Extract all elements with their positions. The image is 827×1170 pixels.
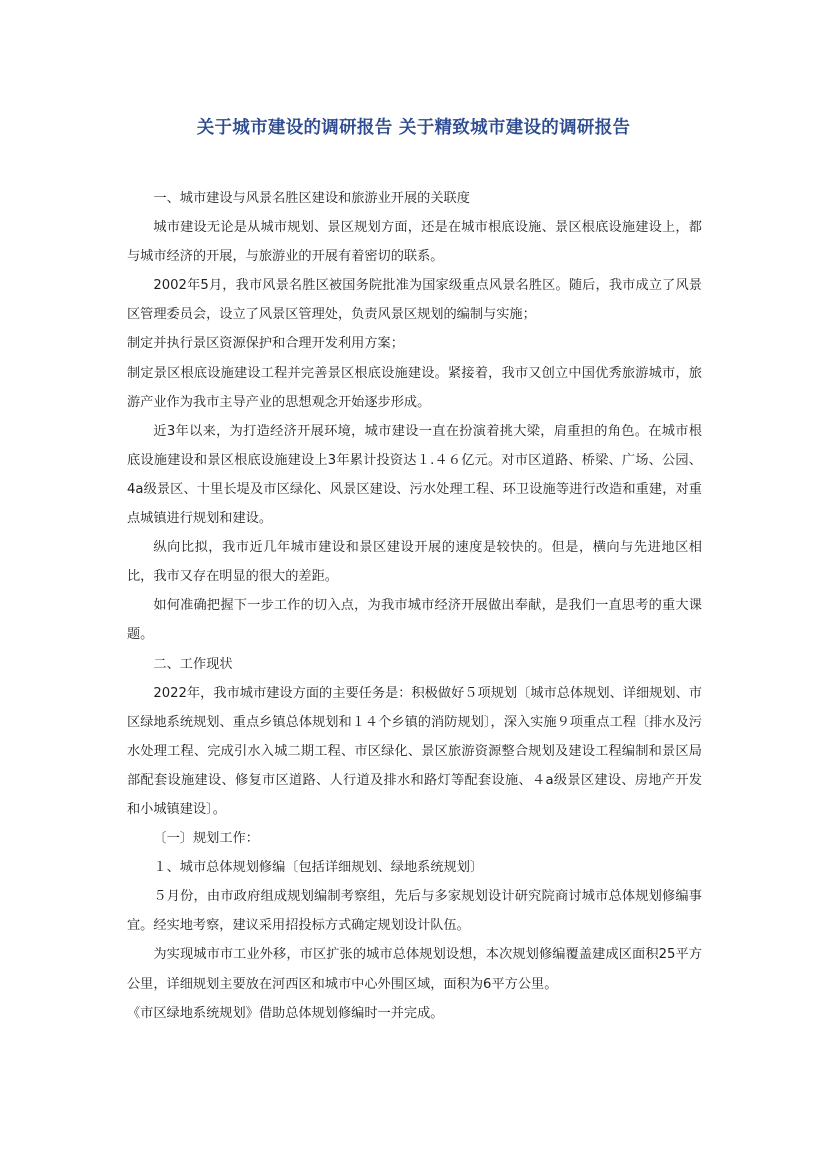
paragraph: 2022年，我市城市建设方面的主要任务是：积极做好５项规划〔城市总体规划、详细规划、市区绿地系统规划、重点乡镇总体规划和１４个乡镇的消防规划〕，深入实施９项重点工程〔排水及污水处理工程、完成引水入城二期工程、市区绿化、景区旅游资源整合规划及建设工程编制和景区局部配套设施建设、修复市区道路、人行道及排水和路灯等配套设施、４a级景区建设、房地产开发和小城镇建设〕。 (127, 685, 702, 817)
paragraph: 制定并执行景区资源保护和合理开发利用方案； (127, 336, 404, 352)
paragraph: 为实现城市市工业外移，市区扩张的城市总体规划设想，本次规划修编覆盖建成区面积25平方公里，详细规划主要放在河西区和城市中心外围区域，面积为6平方公里。 (127, 947, 702, 992)
paragraph: 《市区绿地系统规划》借助总体规划修编时一并完成。 (127, 1005, 444, 1021)
paragraph: 〔一〕规划工作： (153, 831, 259, 847)
paragraph: 2002年5月，我市风景名胜区被国务院批准为国家级重点风景名胜区。随后，我市成立了风景区管理委员会，设立了风景区管理处，负责风景区规划的编制与实施； (127, 278, 702, 323)
paragraph: 一、城市建设与风景名胜区建设和旅游业开展的关联度 (153, 191, 470, 206)
paragraph: 二、工作现状 (153, 656, 233, 672)
paragraph: 制定景区根底设施建设工程并完善景区根底设施建设。紧接着，我市又创立中国优秀旅游城市，旅游产业作为我市主导产业的思想观念开始逐步形成。 (127, 365, 702, 410)
paragraph: ５月份，由市政府组成规划编制考察组，先后与多家规划设计研究院商讨城市总体规划修编事宜。经实地考察，建议采用招投标方式确定规划设计队伍。 (127, 889, 702, 934)
paragraph: 近3年以来，为打造经济开展环境，城市建设一直在扮演着挑大梁，肩重担的角色。在城市根底设施建设和景区根底设施建设上3年累计投资达１.４６亿元。对市区道路、桥梁、广场、公园、4a级景区、十里长堤及市区绿化、风景区建设、污水处理工程、环卫设施等进行改造和重建，对重点城镇进行规划和建设。 (127, 423, 702, 527)
document-title: 关于城市建设的调研报告 关于精致城市建设的调研报告 (196, 118, 631, 138)
paragraph: 如何准确把握下一步工作的切入点，为我市城市经济开展做出奉献，是我们一直思考的重大课题。 (127, 598, 702, 643)
paragraph: 纵向比拟，我市近几年城市建设和景区建设开展的速度是较快的。但是，横向与先进地区相比，我市又存在明显的很大的差距。 (127, 540, 702, 585)
paragraph: 城市建设无论是从城市规划、景区规划方面，还是在城市根底设施、景区根底设施建设上，都与城市经济的开展，与旅游业的开展有着密切的联系。 (127, 220, 702, 265)
document-body (127, 184, 702, 1028)
paragraph: １、城市总体规划修编〔包括详细规划、绿地系统规划〕 (153, 860, 484, 876)
